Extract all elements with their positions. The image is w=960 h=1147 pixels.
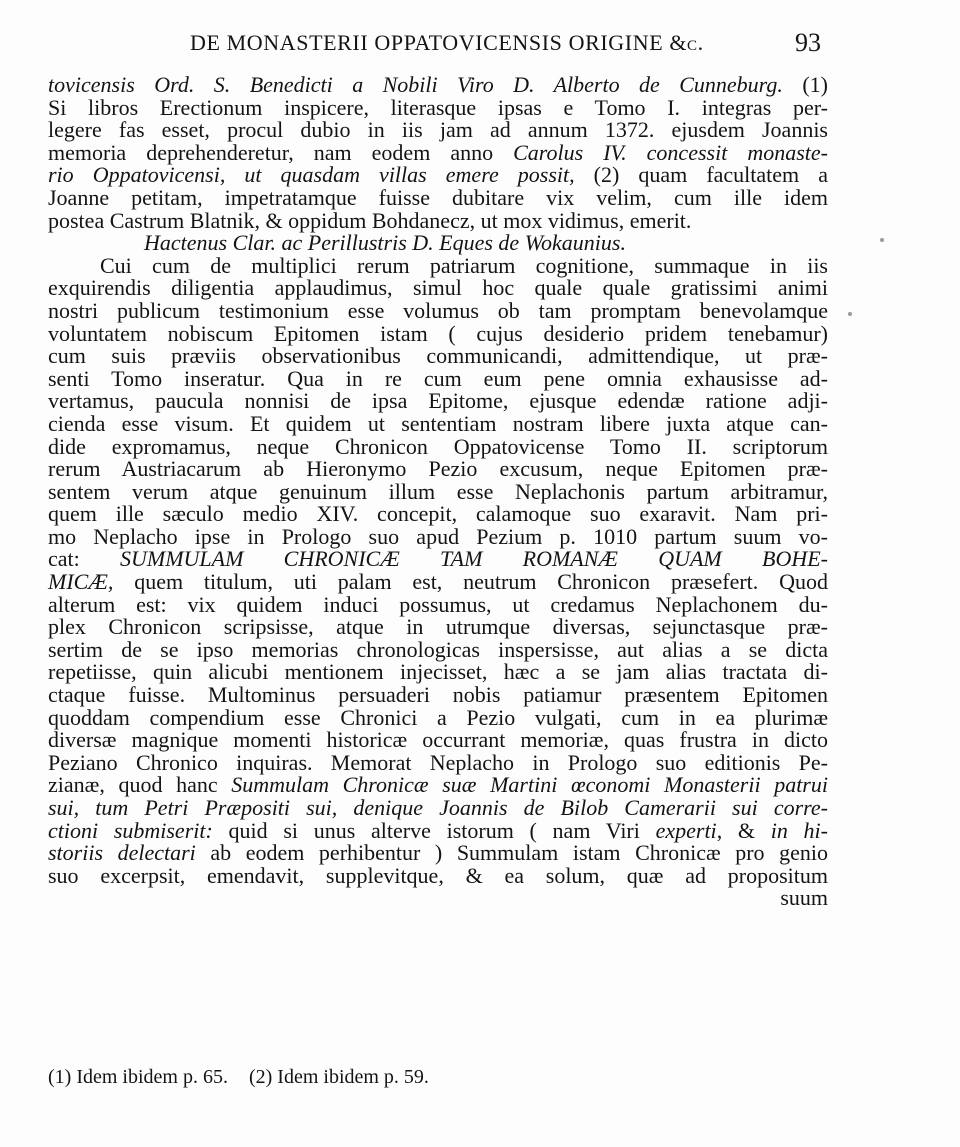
body-text: [48, 74, 828, 910]
text-line: [48, 548, 828, 571]
text-segment: plex Chronicon scripsisse, atque in utrumque diversas, sejunctasque præ-: [48, 614, 828, 640]
text-segment: quem titulum, uti palam est, neutrum Chronicon præsefert. Quod: [113, 569, 828, 595]
italic-segment: in hi-: [770, 817, 828, 843]
text-line: [48, 410, 828, 436]
text-segment: legere fas esset, procul dubio in iis jam ad annum 1372. ejusdem Joannis: [48, 117, 828, 143]
text-line: [48, 616, 828, 639]
text-line: [48, 636, 828, 662]
text-segment: Peziano Chronico inquiras. Memorat Neplacho in Prologo suo editionis Pe-: [48, 749, 828, 775]
italic-segment: Summulam Chronicæ suæ Martini œconomi Monasterii patrui: [231, 772, 828, 798]
text-line: [48, 842, 828, 865]
text-segment: postea Castrum Blatnik, & oppidum Bohdanecz, ut mox vidimus, emerit.: [48, 207, 692, 233]
text-segment: Cui cum de multiplici rerum patriarum cognitione, summaque in iis: [100, 252, 828, 278]
running-head: DE MONASTERII OPPATOVICENSIS ORIGINE &c.: [190, 30, 704, 55]
text-line: [48, 797, 828, 820]
text-line: [48, 139, 828, 165]
text-line: [48, 729, 828, 752]
text-line: [48, 503, 828, 526]
italic-segment: sui, tum Petri Præpositi sui, denique Joannis de Bilob Camerarii sui corre-: [48, 795, 828, 820]
text-line: [48, 320, 828, 346]
text-line: [48, 817, 828, 843]
text-line: [48, 297, 828, 323]
paper-speck: [880, 238, 884, 242]
italic-segment: tovicensis Ord. S. Benedicti a Nobili Viro D. Alberto de Cunneburg.: [48, 72, 803, 97]
text-segment: voluntatem nobiscum Epitomen istam ( cujus desiderio pridem tenebamur): [48, 320, 828, 346]
text-segment: sertim de se ipso memorias chronologicas inspersisse, aut alias a se dicta: [48, 636, 828, 662]
text-line: [48, 365, 828, 391]
text-segment: (1): [802, 72, 828, 97]
text-segment: quem ille sæculo medio XIV. concepit, calamoque suo exaravit. Nam pri-: [48, 501, 828, 527]
text-line: [48, 232, 828, 255]
text-line: [48, 523, 828, 549]
text-line: [48, 478, 828, 504]
text-segment: diversæ magnique momenti historicæ occurrant memoriæ, quas frustra in dicto: [48, 727, 828, 753]
text-line: [48, 164, 828, 187]
text-line: [48, 704, 828, 730]
italic-segment: experti: [655, 817, 717, 843]
text-segment: suo excerpsit, emendavit, supplevitque, & ea solum, quæ ad propositum: [48, 862, 828, 888]
text-line: [48, 684, 828, 707]
italic-segment: SUMMULAM CHRONICÆ TAM ROMANÆ QUAM BOHE-: [120, 546, 828, 572]
text-line: [48, 749, 828, 775]
text-segment: quid si unus alterve istorum ( nam Viri: [212, 817, 656, 843]
text-line: [48, 862, 828, 888]
text-segment: suum: [780, 885, 828, 911]
text-segment: zianæ, quod hanc: [48, 772, 232, 798]
text-line: [48, 277, 828, 300]
text-segment: cienda esse visum. Et quidem ut sententiam nostram libere juxta atque can-: [48, 410, 828, 436]
text-line: [48, 390, 828, 413]
page-number: 93: [795, 28, 821, 57]
italic-segment: ctioni submiserit:: [48, 817, 213, 843]
text-segment: cum suis præviis observationibus communicandi, admittendique, ut præ-: [48, 343, 828, 369]
text-segment: quoddam compendium esse Chronici a Pezio vulgati, cum in ea plurimæ: [48, 704, 828, 730]
text-segment: alterum est: vix quidem induci possumus, ut credamus Neplachonem du-: [48, 591, 828, 617]
text-line: [48, 774, 828, 797]
italic-segment: Hactenus Clar. ac Perillustris D. Eques de Wokaunius.: [144, 230, 626, 256]
text-line: [48, 458, 828, 481]
text-segment: dide expromamus, neque Chronicon Oppatovicense Tomo II. scriptorum: [48, 433, 828, 459]
footnote-2: (2) Idem ibidem p. 59.: [248, 1066, 429, 1088]
text-line: [48, 207, 828, 233]
text-line: [48, 119, 828, 142]
footnote-1: (1) Idem ibidem p. 65.: [48, 1066, 228, 1088]
text-segment: ab eodem perhibentur ) Summulam istam Chronicæ pro genio: [195, 840, 828, 866]
text-segment: memoria deprehenderetur, nam eodem anno: [48, 139, 514, 165]
text-line: [48, 184, 828, 210]
text-segment: mo Neplacho ipse in Prologo suo apud Pezium p. 1010 partum suum vo-: [48, 523, 828, 549]
text-line: [48, 74, 828, 97]
text-segment: cat:: [48, 546, 120, 572]
text-line: [48, 433, 828, 459]
text-segment: senti Tomo inseratur. Qua in re cum eum pene omnia exhausisse ad-: [48, 365, 828, 391]
italic-segment: Carolus IV. concessit monaste-: [513, 139, 828, 165]
text-segment: Joanne petitam, impetratamque fuisse dubitare vix velim, cum ille idem: [48, 184, 828, 210]
text-line: [48, 94, 828, 120]
text-line: [48, 345, 828, 368]
page-header: [0, 30, 960, 62]
text-segment: vertamus, paucula nonnisi de ipsa Epitome, ejusque edendæ ratione adji-: [48, 388, 828, 414]
text-segment: , &: [716, 817, 771, 843]
italic-segment: rio Oppatovicensi, ut quasdam villas emere possit,: [48, 162, 594, 188]
italic-segment: storiis delectari: [48, 840, 196, 866]
text-line: [48, 571, 828, 594]
text-line: [48, 661, 828, 684]
text-line: [48, 252, 828, 278]
text-segment: Si libros Erectionum inspicere, literasque ipsas e Tomo I. integras per-: [48, 94, 828, 120]
text-segment: exquirendis diligentia applaudimus, simul hoc quale quale gratissimi animi: [48, 275, 828, 301]
italic-segment: MICÆ,: [48, 569, 114, 595]
text-segment: repetiisse, quin alicubi mentionem injecisset, hæc a se jam alias tractata di-: [48, 659, 828, 685]
text-line: [48, 887, 828, 910]
footnotes: [48, 1066, 828, 1089]
text-segment: sentem verum atque genuinum illum esse Neplachonis partum arbitramur,: [48, 478, 828, 504]
text-segment: (2) quam facultatem a: [593, 162, 828, 188]
text-segment: rerum Austriacarum ab Hieronymo Pezio excusum, neque Epitomen præ-: [48, 456, 828, 482]
paper-speck: [848, 312, 852, 316]
text-segment: ctaque fuisse. Multominus persuaderi nobis patiamur præsentem Epitomen: [48, 682, 828, 708]
text-segment: nostri publicum testimonium esse volumus ob tam promptam benevolamque: [48, 297, 828, 323]
text-line: [48, 591, 828, 617]
